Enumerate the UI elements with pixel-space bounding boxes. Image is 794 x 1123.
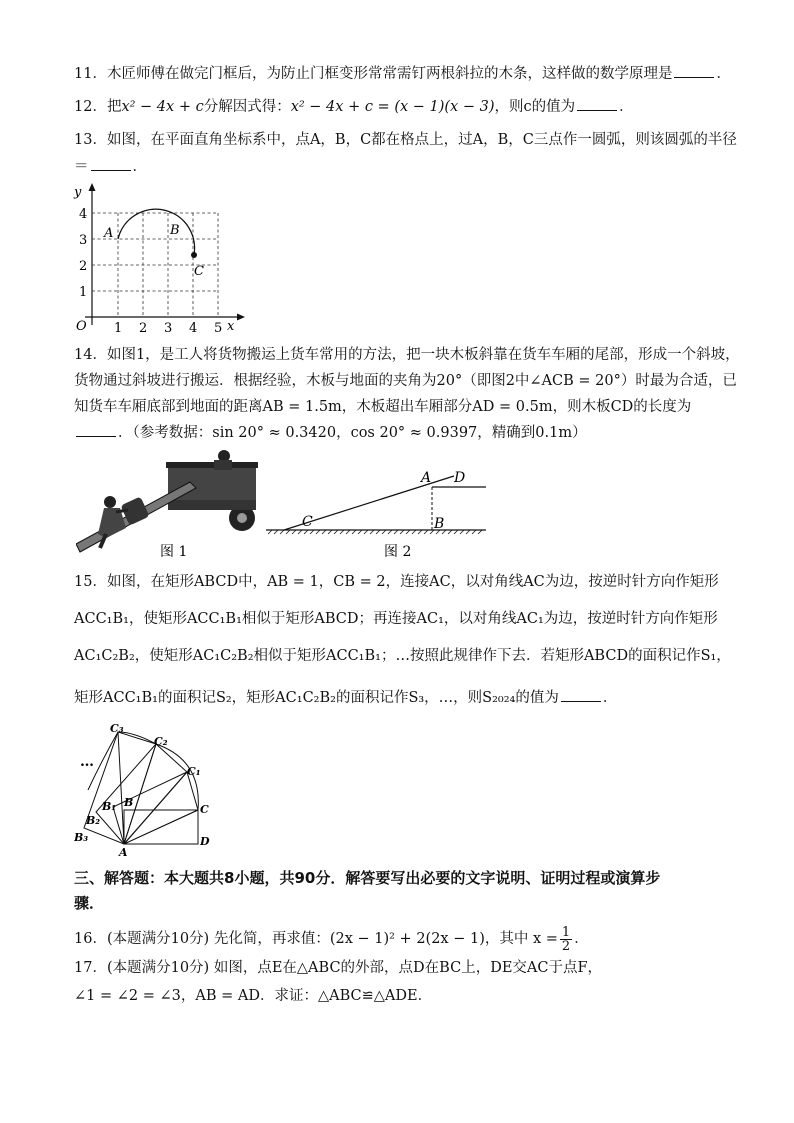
question-15-line4 bbox=[74, 687, 617, 708]
answer-blank-12[interactable] bbox=[577, 96, 617, 111]
section-3-heading-line1: 三、解答题：本大题共8小题，共90分．解答要写出必要的文字说明、证明过程或演算步 bbox=[74, 869, 661, 887]
question-16 bbox=[74, 924, 589, 954]
question-13-line2 bbox=[74, 156, 147, 177]
fraction-denominator: 2 bbox=[561, 938, 571, 954]
x-axis-arrow bbox=[237, 314, 245, 321]
question-17-line1: 17．(本题满分10分) 如图，点E在△ABC的外部，点D在BC上，DE交AC于点F， bbox=[74, 960, 603, 976]
label-d: D bbox=[454, 470, 466, 486]
label-b: B bbox=[124, 796, 134, 809]
fraction-one-half bbox=[560, 926, 572, 953]
worker-body-top bbox=[214, 460, 232, 470]
x-tick-4: 4 bbox=[189, 321, 198, 336]
figure-14-2-slope-diagram bbox=[264, 460, 494, 562]
worker-arm bbox=[116, 510, 128, 512]
question-15-line1: 15．如图，在矩形ABCD中，AB = 1，CB = 2，连接AC，以对角线AC为边，按逆时针方向作矩形 bbox=[74, 574, 719, 590]
question-13-line1: 13．如图，在平面直角坐标系中，点A，B，C都在格点上，过A，B，C三点作一圆弧，则该圆弧的半径 bbox=[74, 132, 737, 148]
question-12-mid: 分解因式得： bbox=[203, 99, 291, 115]
figure-1-caption: 图 1 bbox=[160, 544, 188, 560]
label-c2: C₂ bbox=[154, 735, 168, 748]
question-13-tail: ． bbox=[132, 159, 147, 175]
label-b1: B₁ bbox=[102, 800, 117, 813]
figure-13-coordinate-grid bbox=[70, 180, 250, 340]
question-13-equals: ＝ bbox=[74, 159, 89, 175]
question-16-tail: ． bbox=[574, 931, 589, 947]
question-12-expr1: x² − 4x + c bbox=[121, 99, 204, 115]
point-c-label: C bbox=[194, 264, 204, 279]
label-c3: C₃ bbox=[110, 722, 124, 735]
y-tick-3: 3 bbox=[79, 233, 88, 248]
figure-14-1-truck-illustration bbox=[76, 448, 266, 562]
question-16-text: 16．(本题满分10分) 先化简，再求值：(2x − 1)² + 2(2x − 1)，其中 x = bbox=[74, 931, 558, 947]
question-11-tail: ． bbox=[716, 66, 731, 82]
question-14-line1: 14．如图1，是工人将货物搬运上货车常用的方法，把一块木板斜靠在货车车厢的尾部，形成一个斜坡， bbox=[74, 347, 740, 363]
y-axis-arrow bbox=[89, 183, 96, 191]
figure-15-rectangles bbox=[74, 720, 234, 860]
fraction-numerator: 1 bbox=[561, 924, 571, 940]
figure-2-caption: 图 2 bbox=[384, 544, 412, 560]
label-d: D bbox=[200, 835, 210, 848]
question-11-text: 11．木匠师傅在做完门框后，为防止门框变形常常需钉两根斜拉的木条，这样做的数学原理是 bbox=[74, 66, 673, 82]
y-tick-4: 4 bbox=[79, 207, 88, 222]
question-15-line3: AC₁C₂B₂，使矩形AC₁C₂B₂相似于矩形ACC₁B₁；…按照此规律作下去．若矩形ABCD的面积记作S₁， bbox=[74, 648, 731, 664]
y-tick-2: 2 bbox=[79, 259, 88, 274]
point-c-dot bbox=[191, 252, 197, 258]
question-12-post: ，则c的值为 bbox=[494, 99, 576, 115]
answer-blank-13[interactable] bbox=[91, 156, 131, 171]
x-tick-3: 3 bbox=[164, 321, 173, 336]
arc-abc bbox=[118, 209, 195, 257]
worker-head bbox=[104, 496, 116, 508]
label-c: C bbox=[200, 803, 209, 816]
point-b-label: B bbox=[170, 223, 180, 238]
question-14-line4-text: ．（参考数据：sin 20° ≈ 0.3420，cos 20° ≈ 0.9397，精确到0.1m） bbox=[118, 425, 587, 441]
question-14-line4 bbox=[74, 422, 587, 443]
question-12-pre: 12．把 bbox=[74, 99, 122, 115]
label-b: B bbox=[434, 516, 445, 532]
question-15-line4-text: 矩形ACC₁B₁的面积记S₂，矩形AC₁C₂B₂的面积记作S₃，…，则S₂₀₂₄的值为 bbox=[74, 690, 559, 706]
origin-label: O bbox=[76, 319, 87, 334]
answer-blank-14[interactable] bbox=[76, 422, 116, 437]
label-b3: B₃ bbox=[74, 831, 89, 844]
label-c: C bbox=[302, 514, 313, 530]
label-a: A bbox=[119, 846, 128, 859]
point-a-label: A bbox=[104, 226, 114, 241]
question-11 bbox=[74, 63, 731, 84]
truck-hub bbox=[237, 513, 247, 523]
section-3-heading-line2: 骤． bbox=[74, 894, 105, 912]
y-tick-1: 1 bbox=[79, 285, 88, 300]
question-14-line3: 知货车车厢底部到地面的距离AB = 1.5m，木板超出车厢部分AD = 0.5m，则木板CD的长度为 bbox=[74, 399, 692, 415]
label-c1: C₁ bbox=[187, 765, 201, 778]
answer-blank-11[interactable] bbox=[674, 63, 714, 78]
truck-chassis bbox=[168, 500, 256, 510]
question-15-line2: ACC₁B₁，使矩形ACC₁B₁相似于矩形ABCD；再连接AC₁，以对角线AC₁为边，按逆时针方向作矩形 bbox=[74, 611, 718, 627]
question-15-tail: ． bbox=[602, 690, 618, 706]
question-14-line2: 货物通过斜坡进行搬运．根据经验，木板与地面的夹角为20°（即图2中∠ACB = 20°）时最为合适，已 bbox=[74, 373, 737, 389]
answer-blank-15[interactable] bbox=[561, 687, 601, 702]
x-tick-1: 1 bbox=[114, 321, 123, 336]
rect-ac2c3b3 bbox=[84, 732, 156, 844]
x-axis-label: x bbox=[227, 319, 235, 334]
question-17-line2: ∠1 = ∠2 = ∠3，AB = AD．求证：△ABC≌△ADE． bbox=[74, 988, 433, 1004]
y-axis-label: y bbox=[74, 185, 82, 200]
x-tick-2: 2 bbox=[139, 321, 148, 336]
question-12-expr2: x² − 4x + c = (x − 1)(x − 3) bbox=[290, 99, 495, 115]
question-12-tail: ． bbox=[619, 99, 634, 115]
question-12 bbox=[74, 96, 634, 117]
ellipsis-label: … bbox=[80, 754, 94, 770]
truck-bed bbox=[166, 462, 258, 468]
label-a: A bbox=[421, 470, 432, 486]
x-tick-5: 5 bbox=[214, 321, 223, 336]
label-b2: B₂ bbox=[86, 814, 101, 827]
